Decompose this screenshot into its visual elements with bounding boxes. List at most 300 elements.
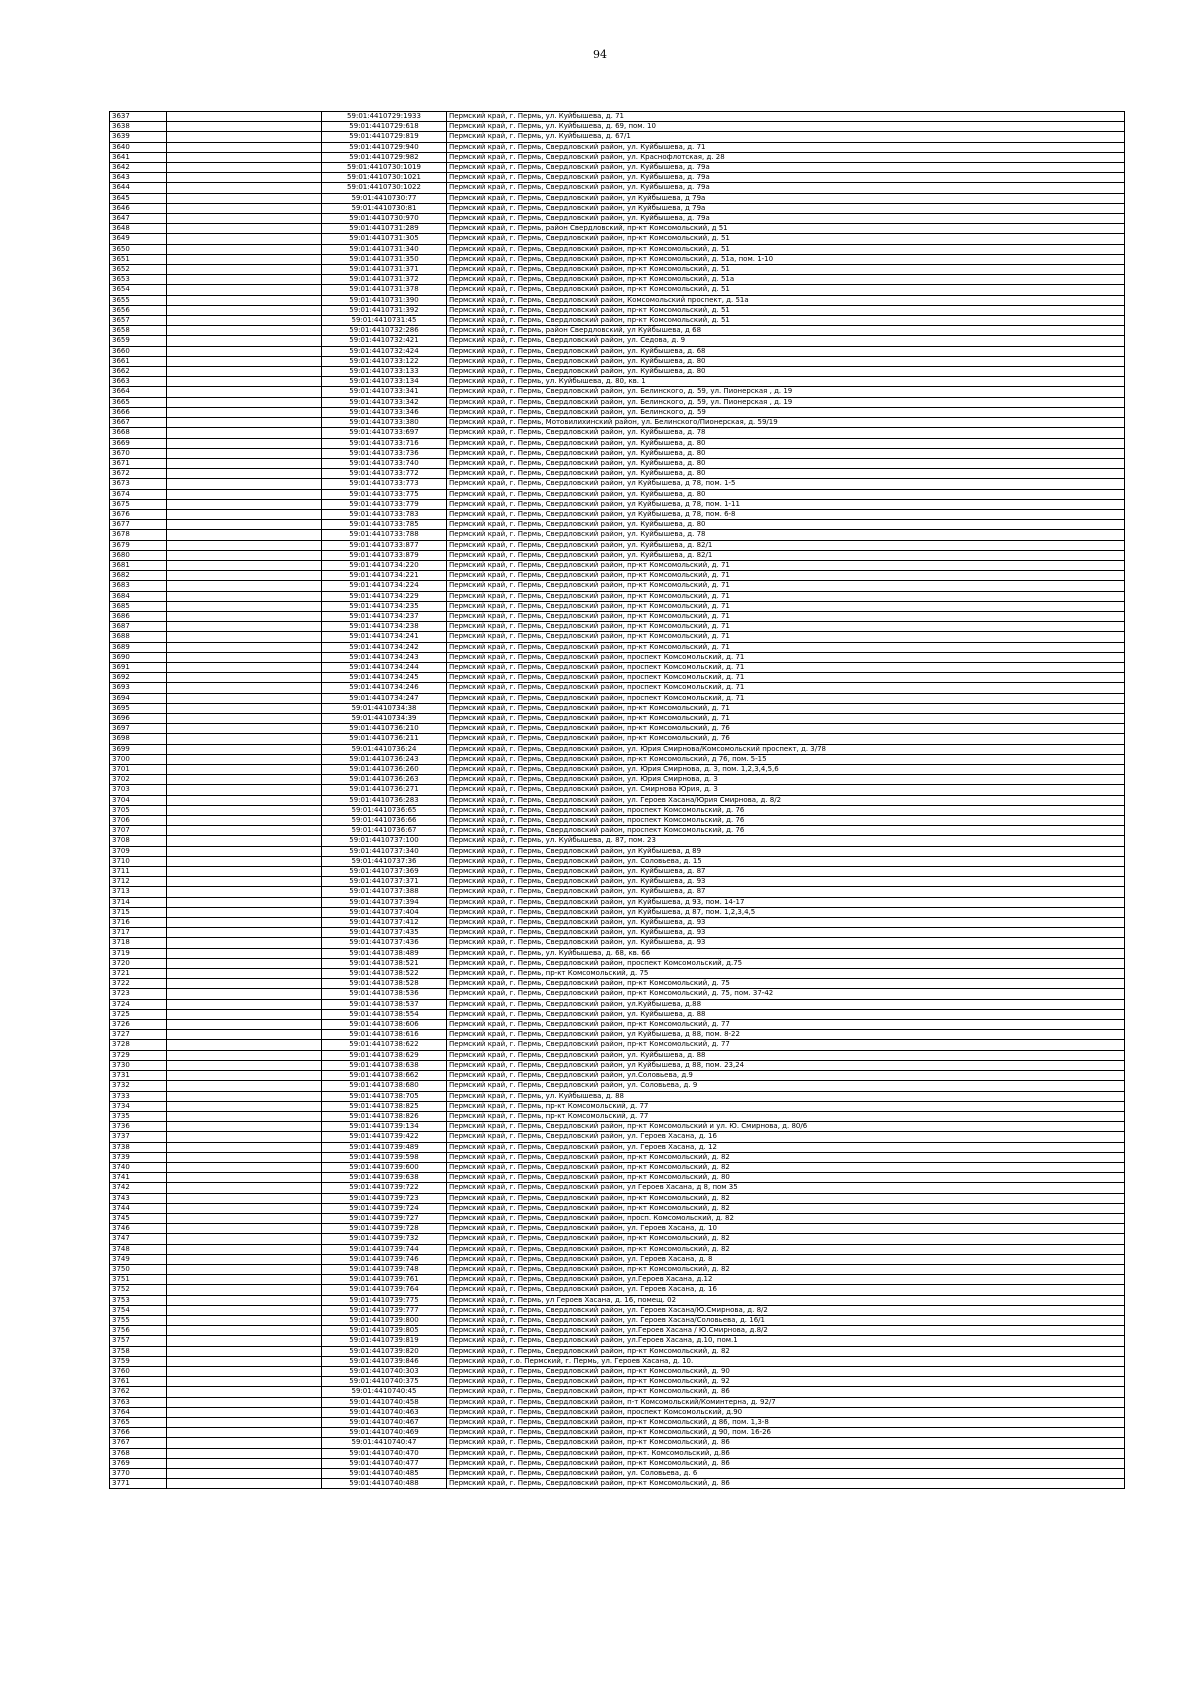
table-row	[110, 1071, 1125, 1081]
empty-cell	[167, 163, 322, 173]
cadastral-number-cell: 59:01:4410736:271	[322, 785, 447, 795]
address-cell: Пермский край, г. Пермь, Свердловский район, ул. Соловьева, д. 9	[447, 1081, 1125, 1091]
empty-cell	[167, 183, 322, 193]
cadastral-number-cell: 59:01:4410739:764	[322, 1285, 447, 1295]
empty-cell	[167, 132, 322, 142]
row-number-cell: 3746	[110, 1224, 167, 1234]
row-number-cell: 3702	[110, 775, 167, 785]
address-cell: Пермский край, г. Пермь, Свердловский район, пр-кт Комсомольский, д. 71	[447, 703, 1125, 713]
table-row	[110, 1224, 1125, 1234]
address-cell: Пермский край, г. Пермь, Свердловский район, ул. Куйбышева, д. 80	[447, 469, 1125, 479]
address-cell: Пермский край, г. Пермь, Свердловский район, проспект Комсомольский, д.90	[447, 1407, 1125, 1417]
cadastral-number-cell: 59:01:4410737:435	[322, 928, 447, 938]
cadastral-number-cell: 59:01:4410734:221	[322, 571, 447, 581]
cadastral-number-cell: 59:01:4410736:260	[322, 765, 447, 775]
table-row	[110, 1183, 1125, 1193]
cadastral-number-cell: 59:01:4410738:521	[322, 958, 447, 968]
row-number-cell: 3638	[110, 122, 167, 132]
table-row	[110, 1040, 1125, 1050]
address-cell: Пермский край, г. Пермь, Свердловский район, пр-кт Комсомольский, д. 86	[447, 1438, 1125, 1448]
address-cell: Пермский край, г. Пермь, Свердловский район, ул. Куйбышева, д. 88	[447, 1050, 1125, 1060]
empty-cell	[167, 846, 322, 856]
empty-cell	[167, 428, 322, 438]
cadastral-number-cell: 59:01:4410738:522	[322, 969, 447, 979]
cadastral-number-cell: 59:01:4410739:800	[322, 1315, 447, 1325]
row-number-cell: 3669	[110, 438, 167, 448]
empty-cell	[167, 795, 322, 805]
cadastral-number-cell: 59:01:4410734:38	[322, 703, 447, 713]
row-number-cell: 3671	[110, 458, 167, 468]
row-number-cell: 3686	[110, 611, 167, 621]
row-number-cell: 3649	[110, 234, 167, 244]
table-row	[110, 1213, 1125, 1223]
row-number-cell: 3747	[110, 1234, 167, 1244]
cadastral-number-cell: 59:01:4410739:820	[322, 1346, 447, 1356]
empty-cell	[167, 652, 322, 662]
row-number-cell: 3728	[110, 1040, 167, 1050]
empty-cell	[167, 1193, 322, 1203]
table-row	[110, 1295, 1125, 1305]
empty-cell	[167, 367, 322, 377]
cadastral-number-cell: 59:01:4410739:777	[322, 1305, 447, 1315]
address-cell: Пермский край, г. Пермь, Свердловский район, п-т Комсомольский/Коминтерна, д. 92/7	[447, 1397, 1125, 1407]
row-number-cell: 3744	[110, 1203, 167, 1213]
empty-cell	[167, 550, 322, 560]
table-row	[110, 285, 1125, 295]
table-row	[110, 244, 1125, 254]
address-cell: Пермский край, г. Пермь, Свердловский район, пр-кт Комсомольский, д. 75	[447, 979, 1125, 989]
empty-cell	[167, 938, 322, 948]
empty-cell	[167, 693, 322, 703]
empty-cell	[167, 295, 322, 305]
address-cell: Пермский край, г. Пермь, Свердловский район, пр-кт Комсомольский, д. 82	[447, 1346, 1125, 1356]
row-number-cell: 3668	[110, 428, 167, 438]
row-number-cell: 3673	[110, 479, 167, 489]
cadastral-number-cell: 59:01:4410733:788	[322, 530, 447, 540]
address-cell: Пермский край, г. Пермь, Свердловский район, проспект Комсомольский, д. 71	[447, 662, 1125, 672]
empty-cell	[167, 918, 322, 928]
address-cell: Пермский край, г. Пермь, Свердловский район, проспект Комсомольский, д. 71	[447, 652, 1125, 662]
row-number-cell: 3762	[110, 1387, 167, 1397]
address-cell: Пермский край, г. Пермь, Свердловский район, проспект Комсомольский, д. 76	[447, 816, 1125, 826]
row-number-cell: 3704	[110, 795, 167, 805]
table-row	[110, 1479, 1125, 1489]
row-number-cell: 3731	[110, 1071, 167, 1081]
table-row	[110, 1193, 1125, 1203]
empty-cell	[167, 438, 322, 448]
table-row	[110, 418, 1125, 428]
address-cell: Пермский край, г. Пермь, Свердловский район, ул. Юрия Смирнова, д. 3	[447, 775, 1125, 785]
empty-cell	[167, 1458, 322, 1468]
empty-cell	[167, 673, 322, 683]
row-number-cell: 3745	[110, 1213, 167, 1223]
empty-cell	[167, 387, 322, 397]
table-row	[110, 1203, 1125, 1213]
empty-cell	[167, 1122, 322, 1132]
table-row	[110, 275, 1125, 285]
table-row	[110, 775, 1125, 785]
address-cell: Пермский край, г. Пермь, Свердловский район, ул. Куйбышева, д. 93	[447, 938, 1125, 948]
table-row	[110, 703, 1125, 713]
cadastral-number-cell: 59:01:4410734:235	[322, 601, 447, 611]
row-number-cell: 3723	[110, 989, 167, 999]
address-cell: Пермский край, г. Пермь, Свердловский район, ул. Куйбышева, д. 82/1	[447, 550, 1125, 560]
row-number-cell: 3700	[110, 754, 167, 764]
table-row	[110, 979, 1125, 989]
table-row	[110, 805, 1125, 815]
address-cell: Пермский край, г. Пермь, Свердловский район, ул. Седова, д. 9	[447, 336, 1125, 346]
row-number-cell: 3749	[110, 1254, 167, 1264]
table-row	[110, 142, 1125, 152]
cadastral-number-cell: 59:01:4410740:477	[322, 1458, 447, 1468]
table-row	[110, 132, 1125, 142]
address-cell: Пермский край, г. Пермь, Свердловский район, ул. Куйбышева, д. 87	[447, 887, 1125, 897]
cadastral-number-cell: 59:01:4410737:436	[322, 938, 447, 948]
address-cell: Пермский край, г. Пермь, Свердловский район, пр-кт Комсомольский, д. 71	[447, 713, 1125, 723]
table-row	[110, 234, 1125, 244]
empty-cell	[167, 520, 322, 530]
address-cell: Пермский край, г. Пермь, Свердловский район, пр-кт Комсомольский, д. 51а, пом. 1-10	[447, 254, 1125, 264]
cadastral-number-cell: 59:01:4410733:740	[322, 458, 447, 468]
table-row	[110, 754, 1125, 764]
address-cell: Пермский край, г. Пермь, Свердловский район, ул.Соловьева, д.9	[447, 1071, 1125, 1081]
cadastral-number-cell: 59:01:4410733:134	[322, 377, 447, 387]
row-number-cell: 3736	[110, 1122, 167, 1132]
table-row	[110, 1111, 1125, 1121]
empty-cell	[167, 989, 322, 999]
table-row	[110, 203, 1125, 213]
address-cell: Пермский край, г. Пермь, Свердловский район, ул. Героев Хасана, д. 16	[447, 1132, 1125, 1142]
table-row	[110, 1438, 1125, 1448]
row-number-cell: 3641	[110, 152, 167, 162]
address-cell: Пермский край, г. Пермь, район Свердловский, ул Куйбышева, д 68	[447, 326, 1125, 336]
row-number-cell: 3639	[110, 132, 167, 142]
table-row	[110, 356, 1125, 366]
table-row	[110, 540, 1125, 550]
empty-cell	[167, 1040, 322, 1050]
cadastral-number-cell: 59:01:4410740:470	[322, 1448, 447, 1458]
table-row	[110, 1173, 1125, 1183]
cadastral-number-cell: 59:01:4410739:746	[322, 1254, 447, 1264]
cadastral-number-cell: 59:01:4410740:458	[322, 1397, 447, 1407]
empty-cell	[167, 509, 322, 519]
address-cell: Пермский край, г. Пермь, Свердловский район, ул. Куйбышева, д. 82/1	[447, 540, 1125, 550]
row-number-cell: 3698	[110, 734, 167, 744]
empty-cell	[167, 1020, 322, 1030]
empty-cell	[167, 897, 322, 907]
empty-cell	[167, 540, 322, 550]
empty-cell	[167, 1366, 322, 1376]
cadastral-number-cell: 59:01:4410731:305	[322, 234, 447, 244]
address-cell: Пермский край, г. Пермь, Свердловский район, пр-кт Комсомольский, д. 76	[447, 724, 1125, 734]
row-number-cell: 3718	[110, 938, 167, 948]
empty-cell	[167, 887, 322, 897]
address-cell: Пермский край, г. Пермь, Свердловский район, ул. Юрия Смирнова, д. 3, пом. 1,2,3,4,5,6	[447, 765, 1125, 775]
row-number-cell: 3645	[110, 193, 167, 203]
cadastral-number-cell: 59:01:4410729:1933	[322, 112, 447, 122]
row-number-cell: 3740	[110, 1162, 167, 1172]
table-row	[110, 877, 1125, 887]
row-number-cell: 3663	[110, 377, 167, 387]
page-number: 94	[593, 48, 607, 61]
cadastral-number-cell: 59:01:4410730:81	[322, 203, 447, 213]
address-cell: Пермский край, г. Пермь, Свердловский район, ул Куйбышева, д 79а	[447, 193, 1125, 203]
address-cell: Пермский край, г. Пермь, Свердловский район, ул Куйбышева, д 78, пом. 1-11	[447, 499, 1125, 509]
row-number-cell: 3647	[110, 214, 167, 224]
address-cell: Пермский край, г. Пермь, Свердловский район, ул. Юрия Смирнова/Комсомольский проспект, д. 3/78	[447, 744, 1125, 754]
cadastral-number-cell: 59:01:4410739:727	[322, 1213, 447, 1223]
row-number-cell: 3690	[110, 652, 167, 662]
row-number-cell: 3724	[110, 999, 167, 1009]
empty-cell	[167, 1285, 322, 1295]
address-cell: Пермский край, г. Пермь, ул. Куйбышева, д. 71	[447, 112, 1125, 122]
empty-cell	[167, 632, 322, 642]
row-number-cell: 3719	[110, 948, 167, 958]
empty-cell	[167, 203, 322, 213]
address-cell: Пермский край, г. Пермь, ул. Куйбышева, д. 68, кв. 66	[447, 948, 1125, 958]
table-row	[110, 1377, 1125, 1387]
cadastral-number-cell: 59:01:4410733:773	[322, 479, 447, 489]
cadastral-number-cell: 59:01:4410730:1019	[322, 163, 447, 173]
empty-cell	[167, 724, 322, 734]
table-row	[110, 163, 1125, 173]
empty-cell	[167, 244, 322, 254]
cadastral-number-cell: 59:01:4410729:819	[322, 132, 447, 142]
empty-cell	[167, 397, 322, 407]
cadastral-number-cell: 59:01:4410739:722	[322, 1183, 447, 1193]
table-row	[110, 254, 1125, 264]
empty-cell	[167, 734, 322, 744]
address-cell: Пермский край, г. Пермь, ул. Куйбышева, д. 67/1	[447, 132, 1125, 142]
table-row	[110, 887, 1125, 897]
address-cell: Пермский край, г. Пермь, ул. Куйбышева, д. 69, пом. 10	[447, 122, 1125, 132]
row-number-cell: 3751	[110, 1275, 167, 1285]
row-number-cell: 3717	[110, 928, 167, 938]
cadastral-number-cell: 59:01:4410736:65	[322, 805, 447, 815]
table-row	[110, 1448, 1125, 1458]
cadastral-number-cell: 59:01:4410736:210	[322, 724, 447, 734]
table-row	[110, 1060, 1125, 1070]
address-cell: Пермский край, г. Пермь, Мотовилихинский район, ул. Белинского/Пионерская, д. 59/19	[447, 418, 1125, 428]
row-number-cell: 3688	[110, 632, 167, 642]
empty-cell	[167, 265, 322, 275]
table-row	[110, 1081, 1125, 1091]
empty-cell	[167, 224, 322, 234]
row-number-cell: 3683	[110, 581, 167, 591]
table-row	[110, 265, 1125, 275]
table-row	[110, 489, 1125, 499]
row-number-cell: 3764	[110, 1407, 167, 1417]
address-cell: Пермский край, г. Пермь, Свердловский район, проспект Комсомольский, д. 71	[447, 683, 1125, 693]
table-row	[110, 1285, 1125, 1295]
table-row	[110, 632, 1125, 642]
address-cell: Пермский край, г. Пермь, Свердловский район, ул. Героев Хасана, д. 16	[447, 1285, 1125, 1295]
row-number-cell: 3721	[110, 969, 167, 979]
row-number-cell: 3738	[110, 1142, 167, 1152]
cadastral-number-cell: 59:01:4410737:340	[322, 846, 447, 856]
cadastral-number-cell: 59:01:4410731:350	[322, 254, 447, 264]
table-row	[110, 1336, 1125, 1346]
empty-cell	[167, 948, 322, 958]
empty-cell	[167, 1438, 322, 1448]
row-number-cell: 3709	[110, 846, 167, 856]
row-number-cell: 3670	[110, 448, 167, 458]
table-row	[110, 816, 1125, 826]
address-cell: Пермский край, г. Пермь, Свердловский район, ул.Героев Хасана / Ю.Смирнова, д.8/2	[447, 1326, 1125, 1336]
address-cell: Пермский край, г. Пермь, Свердловский район, ул. Героев Хасана, д. 12	[447, 1142, 1125, 1152]
empty-cell	[167, 458, 322, 468]
row-number-cell: 3771	[110, 1479, 167, 1489]
empty-cell	[167, 805, 322, 815]
row-number-cell: 3750	[110, 1264, 167, 1274]
cadastral-number-cell: 59:01:4410730:1021	[322, 173, 447, 183]
cadastral-number-cell: 59:01:4410739:761	[322, 1275, 447, 1285]
table-row	[110, 673, 1125, 683]
empty-cell	[167, 1152, 322, 1162]
empty-cell	[167, 1030, 322, 1040]
address-cell: Пермский край, г. Пермь, Свердловский район, ул. Куйбышева, д. 78	[447, 530, 1125, 540]
row-number-cell: 3664	[110, 387, 167, 397]
cadastral-number-cell: 59:01:4410730:970	[322, 214, 447, 224]
address-cell: Пермский край, г. Пермь, Свердловский район, ул. Куйбышева, д. 87	[447, 867, 1125, 877]
cadastral-number-cell: 59:01:4410737:394	[322, 897, 447, 907]
row-number-cell: 3652	[110, 265, 167, 275]
cadastral-number-cell: 59:01:4410739:819	[322, 1336, 447, 1346]
cadastral-number-cell: 59:01:4410740:47	[322, 1438, 447, 1448]
table-row	[110, 948, 1125, 958]
empty-cell	[167, 112, 322, 122]
cadastral-number-cell: 59:01:4410739:724	[322, 1203, 447, 1213]
table-row	[110, 734, 1125, 744]
address-cell: Пермский край, г. Пермь, Свердловский район, ул. Героев Хасана/Ю.Смирнова, д. 8/2	[447, 1305, 1125, 1315]
cadastral-number-cell: 59:01:4410734:243	[322, 652, 447, 662]
cadastral-number-cell: 59:01:4410733:785	[322, 520, 447, 530]
cadastral-number-cell: 59:01:4410730:1022	[322, 183, 447, 193]
address-cell: Пермский край, г. Пермь, Свердловский район, Комсомольский проспект, д. 51а	[447, 295, 1125, 305]
table-row	[110, 479, 1125, 489]
cadastral-number-cell: 59:01:4410738:825	[322, 1101, 447, 1111]
row-number-cell: 3651	[110, 254, 167, 264]
cadastral-number-cell: 59:01:4410731:392	[322, 305, 447, 315]
address-cell: Пермский край, г. Пермь, Свердловский район, пр-кт Комсомольский, д. 82	[447, 1152, 1125, 1162]
empty-cell	[167, 571, 322, 581]
row-number-cell: 3708	[110, 836, 167, 846]
cadastral-number-cell: 59:01:4410738:489	[322, 948, 447, 958]
table-row	[110, 1122, 1125, 1132]
row-number-cell: 3706	[110, 816, 167, 826]
row-number-cell: 3712	[110, 877, 167, 887]
row-number-cell: 3726	[110, 1020, 167, 1030]
empty-cell	[167, 1326, 322, 1336]
table-row	[110, 1418, 1125, 1428]
row-number-cell: 3733	[110, 1091, 167, 1101]
empty-cell	[167, 1275, 322, 1285]
table-row	[110, 856, 1125, 866]
cadastral-number-cell: 59:01:4410737:371	[322, 877, 447, 887]
address-cell: Пермский край, г. Пермь, Свердловский район, ул. Куйбышева, д. 78	[447, 428, 1125, 438]
empty-cell	[167, 1407, 322, 1417]
empty-cell	[167, 356, 322, 366]
empty-cell	[167, 1418, 322, 1428]
empty-cell	[167, 122, 322, 132]
table-row	[110, 387, 1125, 397]
row-number-cell: 3725	[110, 1009, 167, 1019]
cadastral-number-cell: 59:01:4410738:606	[322, 1020, 447, 1030]
table-row	[110, 846, 1125, 856]
cadastral-number-cell: 59:01:4410731:378	[322, 285, 447, 295]
cadastral-number-cell: 59:01:4410733:736	[322, 448, 447, 458]
table-row	[110, 989, 1125, 999]
row-number-cell: 3735	[110, 1111, 167, 1121]
table-row	[110, 713, 1125, 723]
row-number-cell: 3691	[110, 662, 167, 672]
empty-cell	[167, 765, 322, 775]
table-row	[110, 550, 1125, 560]
cadastral-number-cell: 59:01:4410736:263	[322, 775, 447, 785]
empty-cell	[167, 377, 322, 387]
cadastral-number-cell: 59:01:4410737:36	[322, 856, 447, 866]
address-cell: Пермский край, г. Пермь, Свердловский район, пр-кт Комсомольский, д. 80	[447, 1173, 1125, 1183]
empty-cell	[167, 1448, 322, 1458]
empty-cell	[167, 1224, 322, 1234]
cadastral-number-cell: 59:01:4410739:748	[322, 1264, 447, 1274]
address-cell: Пермский край, г. Пермь, Свердловский район, пр-кт Комсомольский, д. 51	[447, 305, 1125, 315]
row-number-cell: 3640	[110, 142, 167, 152]
address-cell: Пермский край, г. Пермь, Свердловский район, пр-кт Комсомольский, д. 82	[447, 1264, 1125, 1274]
address-cell: Пермский край, г. Пермь, Свердловский район, ул.Героев Хасана, д.12	[447, 1275, 1125, 1285]
table-row	[110, 316, 1125, 326]
row-number-cell: 3646	[110, 203, 167, 213]
row-number-cell: 3711	[110, 867, 167, 877]
address-cell: Пермский край, г. Пермь, Свердловский район, пр-кт Комсомольский, д. 75, пом. 37-42	[447, 989, 1125, 999]
empty-cell	[167, 622, 322, 632]
table-row	[110, 1244, 1125, 1254]
table-row	[110, 1152, 1125, 1162]
address-cell: Пермский край, г. Пермь, Свердловский район, ул Куйбышева, д 78, пом. 1-5	[447, 479, 1125, 489]
empty-cell	[167, 856, 322, 866]
registry-table	[109, 111, 1125, 1489]
empty-cell	[167, 489, 322, 499]
table-row	[110, 826, 1125, 836]
address-cell: Пермский край, г. Пермь, пр-кт Комсомольский, д. 75	[447, 969, 1125, 979]
cadastral-number-cell: 59:01:4410738:662	[322, 1071, 447, 1081]
cadastral-number-cell: 59:01:4410740:303	[322, 1366, 447, 1376]
empty-cell	[167, 744, 322, 754]
table-row	[110, 377, 1125, 387]
table-row	[110, 683, 1125, 693]
row-number-cell: 3755	[110, 1315, 167, 1325]
address-cell: Пермский край, г. Пермь, Свердловский район, пр-кт Комсомольский, д. 92	[447, 1377, 1125, 1387]
address-cell: Пермский край, г. Пермь, Свердловский район, ул Куйбышева, д 89	[447, 846, 1125, 856]
empty-cell	[167, 173, 322, 183]
cadastral-number-cell: 59:01:4410734:247	[322, 693, 447, 703]
cadastral-number-cell: 59:01:4410734:241	[322, 632, 447, 642]
address-cell: Пермский край, г. Пермь, Свердловский район, пр-кт Комсомольский, д. 76	[447, 734, 1125, 744]
empty-cell	[167, 530, 322, 540]
table-row	[110, 224, 1125, 234]
table-row	[110, 1356, 1125, 1366]
table-row	[110, 1264, 1125, 1274]
cadastral-number-cell: 59:01:4410729:982	[322, 152, 447, 162]
row-number-cell: 3748	[110, 1244, 167, 1254]
row-number-cell: 3734	[110, 1101, 167, 1111]
table-row	[110, 336, 1125, 346]
address-cell: Пермский край, г. Пермь, Свердловский район, ул. Куйбышева, д. 68	[447, 346, 1125, 356]
row-number-cell: 3677	[110, 520, 167, 530]
empty-cell	[167, 1469, 322, 1479]
table-row	[110, 1428, 1125, 1438]
empty-cell	[167, 1336, 322, 1346]
